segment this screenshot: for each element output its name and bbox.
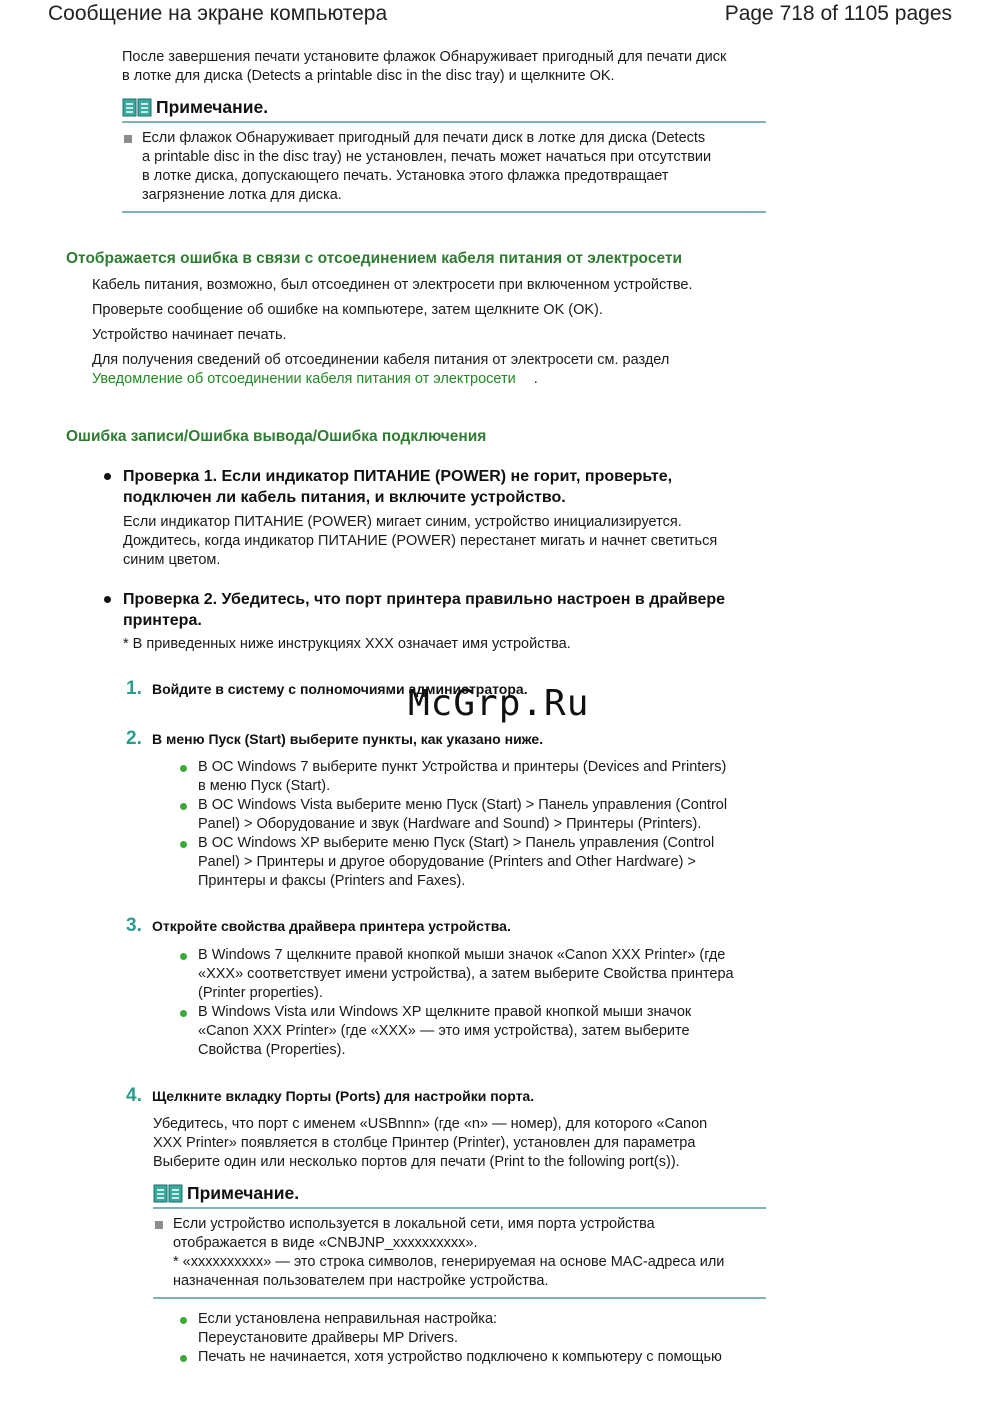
text-line: В Windows 7 щелкните правой кнопкой мыши значок «Canon XXX Printer» (где: [198, 947, 726, 963]
list-item: [180, 796, 770, 834]
note-title: Примечание.: [156, 97, 269, 117]
book-icon: [153, 1184, 183, 1204]
text-line: Panel) > Оборудование и звук (Hardware and Sound) > Принтеры (Printers).: [198, 816, 702, 832]
list-item: [180, 1348, 770, 1367]
text-line: a printable disc in the disc tray) не установлен, печать может начаться при отсутствии: [142, 149, 712, 165]
bullet-icon: [180, 953, 187, 960]
bullet-icon: [180, 1317, 187, 1324]
list-item: [180, 758, 770, 796]
step-4: [126, 1085, 534, 1107]
page-header: [0, 0, 1000, 30]
check-body: * В приведенных ниже инструкциях XXX означает имя устройства.: [123, 636, 571, 652]
bullet-icon: [180, 1355, 187, 1362]
text-line: Переустановите драйверы MP Drivers.: [198, 1330, 459, 1346]
link-suffix: .: [533, 371, 538, 387]
paragraph: Кабель питания, возможно, был отсоединен от электросети при включенном устройстве.: [92, 277, 693, 293]
text-line: Убедитесь, что порт с именем «USBnnn» (где «n» — номер), для которого «Canon: [153, 1116, 708, 1132]
section-heading: Отображается ошибка в связи с отсоединением кабеля питания от электросети: [66, 250, 682, 267]
watermark: McGrp.Ru: [408, 683, 590, 724]
note-header: [122, 97, 766, 118]
paragraph: Устройство начинает печать.: [92, 327, 287, 343]
text-line: подключен ли кабель питания, и включите устройство.: [123, 489, 566, 506]
document-title: Сообщение на экране компьютера: [48, 2, 388, 25]
note-item: [153, 1215, 766, 1291]
text-line: Принтеры и факсы (Printers and Faxes).: [198, 873, 466, 889]
text-line: принтера.: [123, 612, 202, 629]
text-line: Для получения сведений об отсоединении кабеля питания от электросети см. раздел: [92, 352, 670, 368]
text-line: Проверка 1. Если индикатор ПИТАНИЕ (POWER) не горит, проверьте,: [123, 468, 673, 485]
bullet-icon: [180, 1010, 187, 1017]
bullet-icon: [104, 596, 111, 603]
step-number: 1.: [126, 678, 142, 699]
text-line: в меню Пуск (Start).: [198, 778, 331, 794]
text-line: в лотке для диска (Detects a printable disc in the disc tray) и щелкните OK.: [122, 68, 615, 84]
text-line: После завершения печати установите флажок Обнаруживает пригодный для печати диск: [122, 49, 727, 65]
text-line: В ОС Windows Vista выберите меню Пуск (Start) > Панель управления (Control: [198, 797, 728, 813]
text-line: «XXX» соответствует имени устройства), а затем выберите Свойства принтера: [198, 966, 734, 982]
page-counter: Page 718 of 1105 pages: [724, 2, 952, 25]
text-line: Если установлена неправильная настройка:: [198, 1311, 498, 1327]
text-line: Если устройство используется в локальной сети, имя порта устройства: [173, 1216, 655, 1232]
text-line: Panel) > Принтеры и другое оборудование (Printers and Other Hardware) >: [198, 854, 696, 870]
text-line: * «xxxxxxxxxx» — это строка символов, генерируемая на основе MAC-адреса или: [173, 1254, 725, 1270]
check-body: [123, 513, 717, 570]
list-item: [180, 946, 770, 1003]
text-line: XXX Printer» появляется в столбце Принтер (Printer), установлен для параметра: [153, 1135, 696, 1151]
text-line: В Windows Vista или Windows XP щелкните правой кнопкой мыши значок: [198, 1004, 692, 1020]
step-text: Войдите в систему с полномочиями администратора.: [152, 681, 528, 697]
power-disconnect-link[interactable]: Уведомление об отсоединении кабеля питания от электросети: [92, 371, 516, 387]
check-item: [102, 589, 782, 654]
note-divider: [153, 1207, 766, 1209]
text-line: «Canon XXX Printer» (где «XXX» — это имя устройства), затем выберите: [198, 1023, 690, 1039]
check-title: [123, 466, 717, 508]
list-item: [180, 1003, 770, 1060]
list-item: [180, 1310, 770, 1348]
step-2-list: [180, 758, 770, 891]
square-bullet-icon: [155, 1221, 163, 1229]
section-heading: Ошибка записи/Ошибка вывода/Ошибка подключения: [66, 428, 487, 445]
note-block: [153, 1183, 766, 1299]
text-line: Дождитесь, когда индикатор ПИТАНИЕ (POWER) перестанет мигать и начнет светиться: [123, 533, 718, 549]
text-line: в лотке диска, допускающего печать. Установка этого флажка предотвращает: [142, 168, 669, 184]
text-line: Выберите один или несколько портов для печати (Print to the following port(s)).: [153, 1154, 680, 1170]
note-item: [122, 129, 766, 205]
step-3-list: [180, 946, 770, 1060]
text-line: Свойства (Properties).: [198, 1042, 346, 1058]
paragraph: [92, 351, 669, 389]
bullet-icon: [104, 473, 111, 480]
bullet-icon: [180, 841, 187, 848]
step-number: 3.: [126, 915, 142, 936]
check-item: [102, 466, 782, 570]
step-text: Откройте свойства драйвера принтера устройства.: [152, 918, 511, 934]
list-item: [180, 834, 770, 891]
note-block: [122, 97, 766, 213]
note-divider: [122, 121, 766, 123]
note-divider: [122, 211, 766, 213]
step-2: [126, 728, 543, 750]
text-line: Если флажок Обнаруживает пригодный для печати диск в лотке для диска (Detects: [142, 130, 706, 146]
book-icon: [122, 98, 152, 118]
square-bullet-icon: [124, 135, 132, 143]
text-line: отображается в виде «CNBJNP_xxxxxxxxxx».: [173, 1235, 478, 1251]
text-line: (Printer properties).: [198, 985, 323, 1001]
note-header: [153, 1183, 766, 1204]
step-number: 2.: [126, 728, 142, 749]
intro-paragraph: [122, 48, 726, 86]
text-line: загрязнение лотка для диска.: [142, 187, 342, 203]
step-text: Щелкните вкладку Порты (Ports) для настройки порта.: [152, 1088, 535, 1104]
text-line: В ОС Windows 7 выберите пункт Устройства и принтеры (Devices and Printers): [198, 759, 727, 775]
bullet-icon: [180, 765, 187, 772]
note-divider: [153, 1297, 766, 1299]
text-line: Проверка 2. Убедитесь, что порт принтера правильно настроен в драйвере: [123, 591, 726, 608]
step-4-body: [153, 1115, 707, 1172]
text-line: Если индикатор ПИТАНИЕ (POWER) мигает синим, устройство инициализируется.: [123, 514, 682, 530]
check-title: [123, 589, 725, 631]
note-title: Примечание.: [187, 1183, 300, 1203]
bullet-icon: [180, 803, 187, 810]
text-line: Печать не начинается, хотя устройство подключено к компьютеру с помощью: [198, 1349, 722, 1365]
step-number: 4.: [126, 1085, 142, 1106]
text-line: назначенная пользователем при настройке устройства.: [173, 1273, 549, 1289]
text-line: В ОС Windows XP выберите меню Пуск (Start) > Панель управления (Control: [198, 835, 715, 851]
paragraph: Проверьте сообщение об ошибке на компьютере, затем щелкните OK (OK).: [92, 302, 603, 318]
step-text: В меню Пуск (Start) выберите пункты, как указано ниже.: [152, 731, 544, 747]
final-list: [180, 1310, 770, 1367]
text-line: синим цветом.: [123, 552, 221, 568]
step-3: [126, 915, 511, 937]
